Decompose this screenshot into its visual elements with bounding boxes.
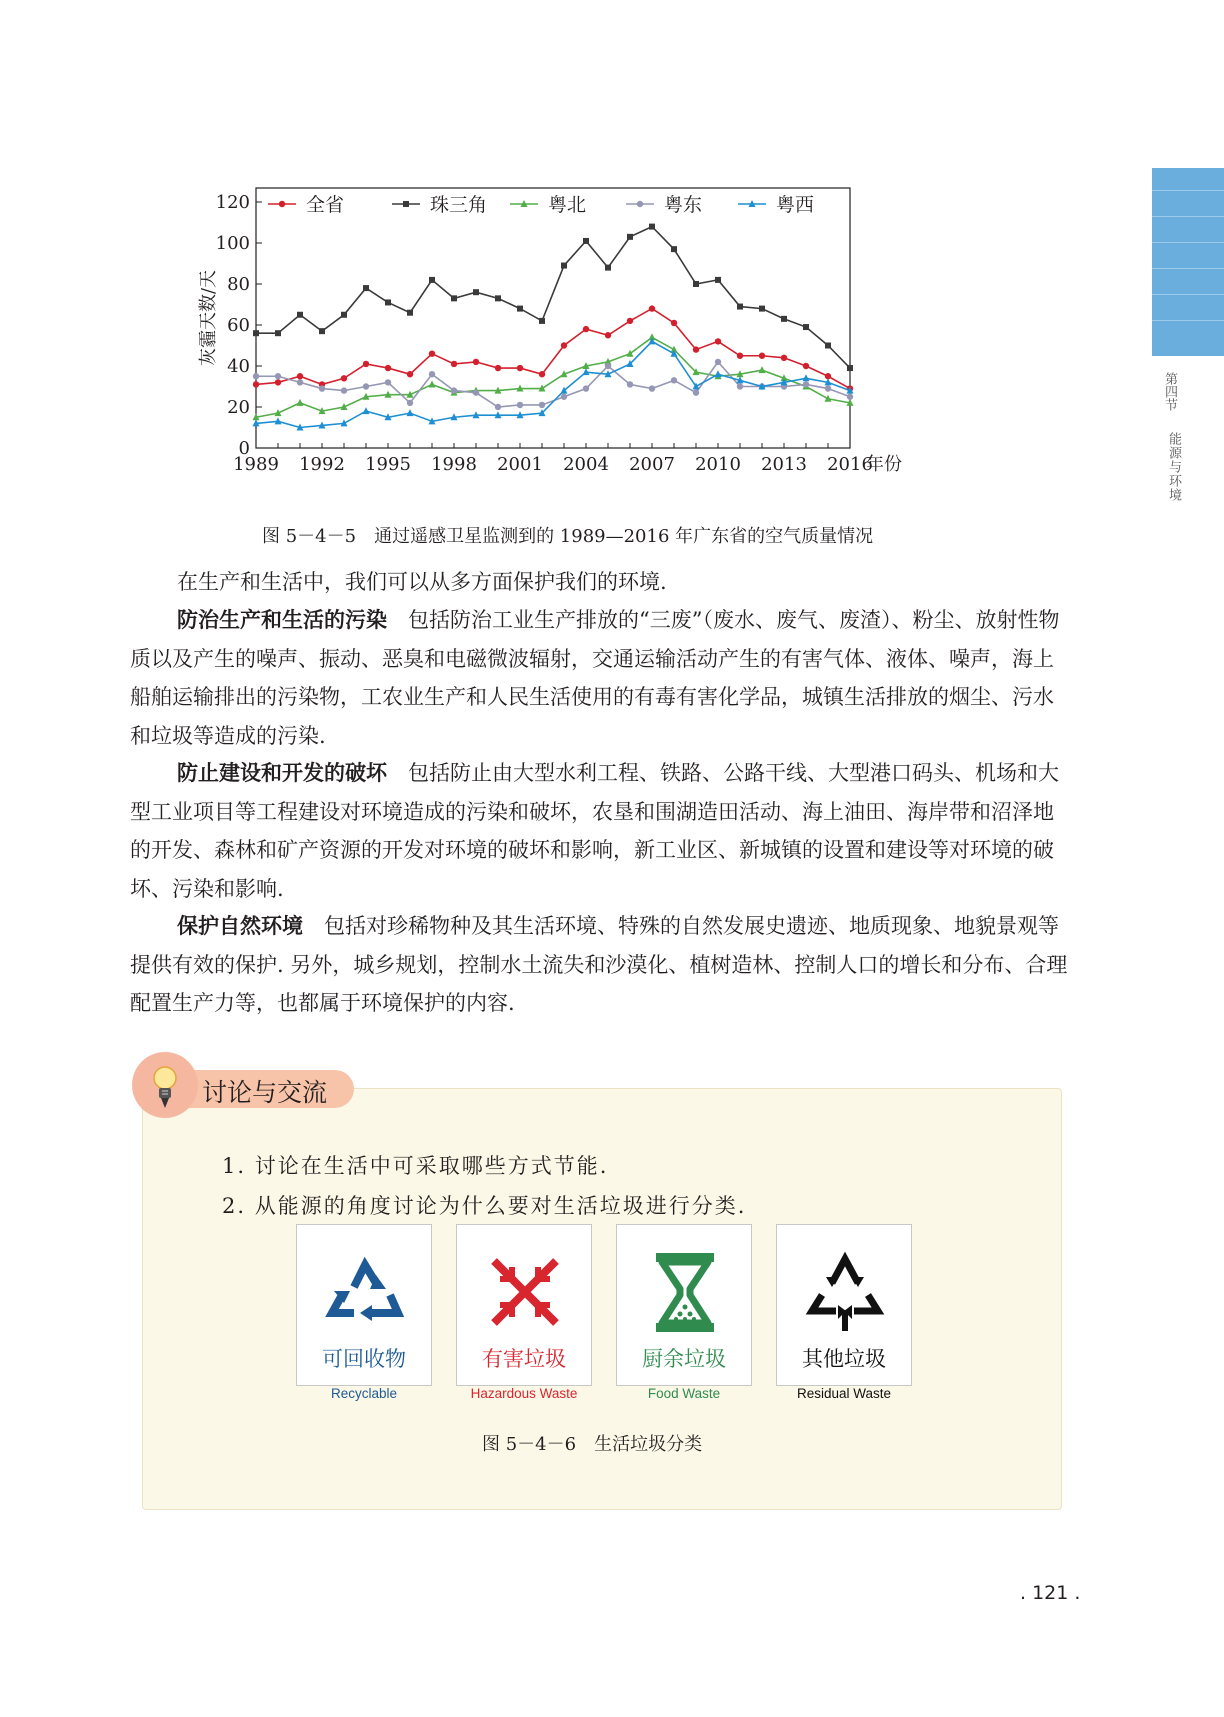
card-cn-label: 其他垃圾 <box>802 1347 886 1371</box>
waste-classification-cards <box>296 1224 936 1401</box>
x-tick-label: 2013 <box>761 454 807 475</box>
data-point <box>715 370 722 377</box>
y-tick-label: 100 <box>215 233 250 254</box>
data-point <box>451 387 457 393</box>
data-point <box>385 379 391 385</box>
data-point <box>605 332 611 338</box>
tab-divider <box>1152 268 1224 269</box>
data-point <box>297 312 303 318</box>
data-point <box>319 328 325 334</box>
data-point <box>693 281 699 287</box>
tab-divider <box>1152 242 1224 243</box>
data-point <box>649 385 655 391</box>
data-point <box>539 371 545 377</box>
data-point <box>473 359 479 365</box>
data-point <box>847 365 853 371</box>
paragraph-text: 包括防止由大型水利工程、铁路、公路干线、大型港口码头、机场和大型工业项目等工程建设对环境造成的污染和破坏，农垦和围湖造田活动、海上油田、海岸带和沼泽地的开发、森林和矿产资源的开发对环境的破坏和影响，新工业区、新城镇的设置和建设等对环境的破坏、污染和影响. <box>130 761 1059 901</box>
paragraph-lead: 保护自然环境 <box>177 914 303 938</box>
data-point <box>253 373 259 379</box>
discussion-header <box>132 1052 356 1122</box>
data-point <box>759 306 765 312</box>
y-tick-label: 0 <box>238 438 250 459</box>
data-point <box>759 353 765 359</box>
tab-divider <box>1152 320 1224 321</box>
data-point <box>715 338 721 344</box>
card-en-label: Residual Waste <box>796 1386 892 1401</box>
tab-divider <box>1152 294 1224 295</box>
data-point <box>341 375 347 381</box>
data-point <box>715 277 721 283</box>
haze-days-chart <box>170 182 1050 522</box>
card-cn-label: 可回收物 <box>322 1347 406 1371</box>
data-point <box>627 381 633 387</box>
legend-label: 粤东 <box>664 194 703 216</box>
residual-arrows-icon <box>800 1247 890 1337</box>
data-point <box>429 380 436 387</box>
data-point <box>385 365 391 371</box>
tab-divider <box>1152 216 1224 217</box>
data-point <box>341 312 347 318</box>
data-point <box>363 361 369 367</box>
data-point <box>627 234 633 240</box>
legend-label: 全省 <box>306 194 345 216</box>
series-line <box>256 227 850 368</box>
paragraph-construction <box>130 754 1070 908</box>
data-point <box>341 387 347 393</box>
data-point <box>561 342 567 348</box>
discussion-question: 2. 从能源的角度讨论为什么要对生活垃圾进行分类. <box>222 1194 747 1218</box>
data-point <box>671 377 677 383</box>
lightbulb-icon <box>132 1052 198 1118</box>
y-tick-label: 20 <box>227 397 250 418</box>
data-point <box>363 407 370 414</box>
data-point <box>495 365 501 371</box>
data-point <box>803 363 809 369</box>
x-axis-label: 年份 <box>866 454 902 475</box>
data-point <box>429 371 435 377</box>
paragraph-nature <box>130 907 1070 1023</box>
data-point <box>737 353 743 359</box>
data-point <box>605 265 611 271</box>
data-point <box>517 306 523 312</box>
data-point <box>803 324 809 330</box>
card-hazardous <box>456 1224 592 1401</box>
page-number: . 121 . <box>1020 1582 1081 1604</box>
data-point <box>737 304 743 310</box>
x-tick-label: 2010 <box>695 454 741 475</box>
data-point <box>473 389 479 395</box>
data-point <box>825 385 831 391</box>
data-point <box>407 409 414 416</box>
y-tick-label: 80 <box>227 274 250 295</box>
x-tick-label: 2004 <box>563 454 609 475</box>
discussion-question: 1. 讨论在生活中可采取哪些方式节能. <box>222 1154 609 1178</box>
data-point <box>803 381 809 387</box>
chapter-side-tab <box>1152 168 1224 356</box>
data-point <box>451 295 457 301</box>
paragraph-intro: 在生产和生活中，我们可以从多方面保护我们的环境. <box>177 570 667 594</box>
data-point <box>781 355 787 361</box>
lightbulb-badge <box>132 1052 198 1118</box>
legend-marker <box>403 201 409 207</box>
legend-marker <box>637 201 643 207</box>
data-point <box>517 402 523 408</box>
data-point <box>759 366 766 373</box>
data-point <box>803 374 810 381</box>
data-point <box>649 305 655 311</box>
data-point <box>407 400 413 406</box>
data-point <box>275 379 281 385</box>
data-point <box>407 310 413 316</box>
figure-caption-5-4-6: 图 5－4－6 生活垃圾分类 <box>482 1434 703 1455</box>
legend-label: 珠三角 <box>430 194 488 216</box>
data-point <box>253 381 259 387</box>
data-point <box>583 326 589 332</box>
x-tick-label: 1995 <box>365 454 411 475</box>
data-point <box>495 295 501 301</box>
data-point <box>275 373 281 379</box>
tab-divider <box>1152 190 1224 191</box>
x-tick-label: 2007 <box>629 454 675 475</box>
card-cn-label: 有害垃圾 <box>482 1347 566 1371</box>
hourglass-icon <box>640 1247 730 1337</box>
data-point <box>495 404 501 410</box>
y-tick-label: 120 <box>215 192 250 213</box>
legend-label: 粤北 <box>548 194 587 216</box>
data-point <box>693 389 699 395</box>
x-tick-label: 1992 <box>299 454 345 475</box>
x-tick-label: 2001 <box>497 454 543 475</box>
card-en-label: Hazardous Waste <box>470 1386 578 1401</box>
paragraph-lead: 防治生产和生活的污染 <box>177 608 387 632</box>
data-point <box>561 394 567 400</box>
card-en-label: Recyclable <box>330 1386 398 1401</box>
data-point <box>693 346 699 352</box>
data-point <box>473 289 479 295</box>
data-point <box>363 383 369 389</box>
data-point <box>451 361 457 367</box>
data-point <box>627 350 634 357</box>
x-tick-label: 1989 <box>233 454 279 475</box>
data-point <box>847 394 853 400</box>
data-point <box>671 246 677 252</box>
data-point <box>825 343 831 349</box>
figure-caption-5-4-5: 图 5－4－5 通过遥感卫星监测到的 1989—2016 年广东省的空气质量情况 <box>262 526 874 547</box>
card-cn-label: 厨余垃圾 <box>642 1347 726 1371</box>
data-point <box>781 316 787 322</box>
data-point <box>253 330 259 336</box>
data-point <box>583 385 589 391</box>
legend-label: 粤西 <box>776 194 815 216</box>
paragraph-lead: 防止建设和开发的破坏 <box>177 761 387 785</box>
data-point <box>539 402 545 408</box>
data-point <box>561 263 567 269</box>
data-point <box>517 365 523 371</box>
y-tick-label: 60 <box>227 315 250 336</box>
data-point <box>319 385 325 391</box>
data-point <box>583 238 589 244</box>
data-point <box>297 399 304 406</box>
data-point <box>297 379 303 385</box>
side-section-label: 第四节 <box>1162 372 1177 411</box>
y-axis-label: 灰霾天数/天 <box>198 269 219 367</box>
data-point <box>429 277 435 283</box>
data-point <box>297 373 303 379</box>
data-point <box>715 359 721 365</box>
hazard-cross-icon <box>480 1247 570 1337</box>
data-point <box>671 320 677 326</box>
recycle-icon <box>320 1247 410 1337</box>
discussion-title: 讨论与交流 <box>202 1078 328 1107</box>
data-point <box>407 371 413 377</box>
data-point <box>737 383 743 389</box>
data-point <box>627 318 633 324</box>
chart-svg <box>170 182 1050 522</box>
data-point <box>385 299 391 305</box>
card-food-waste <box>616 1224 752 1401</box>
data-point <box>539 318 545 324</box>
legend-marker <box>279 201 285 207</box>
data-point <box>429 351 435 357</box>
paragraph-pollution <box>130 601 1070 755</box>
paragraph-text: 包括防治工业生产排放的“三废”（废水、废气、废渣）、粉尘、放射性物质以及产生的噪声、振动、恶臭和电磁微波辐射，交通运输活动产生的有害气体、液体、噪声，海上船舶运输排出的污染物，工农业生产和人民生活使用的有毒有害化学品，城镇生活排放的烟尘、污水和垃圾等造成的污染. <box>130 608 1060 748</box>
y-tick-label: 40 <box>227 356 250 377</box>
card-residual <box>776 1224 912 1401</box>
data-point <box>605 363 611 369</box>
side-topic-label: 能源与环境 <box>1166 432 1181 502</box>
card-recyclable <box>296 1224 432 1401</box>
data-point <box>363 285 369 291</box>
data-point <box>649 224 655 230</box>
x-tick-label: 2016 <box>827 454 873 475</box>
data-point <box>275 330 281 336</box>
paragraph-text: 包括对珍稀物种及其生活环境、特殊的自然发展史遗迹、地质现象、地貌景观等提供有效的保护. 另外，城乡规划，控制水土流失和沙漠化、植树造林、控制人口的增长和分布、合理配置生产力等，也都属于环境保护的内容. <box>130 914 1068 1015</box>
x-tick-label: 1998 <box>431 454 477 475</box>
card-en-label: Food Waste <box>647 1386 721 1401</box>
